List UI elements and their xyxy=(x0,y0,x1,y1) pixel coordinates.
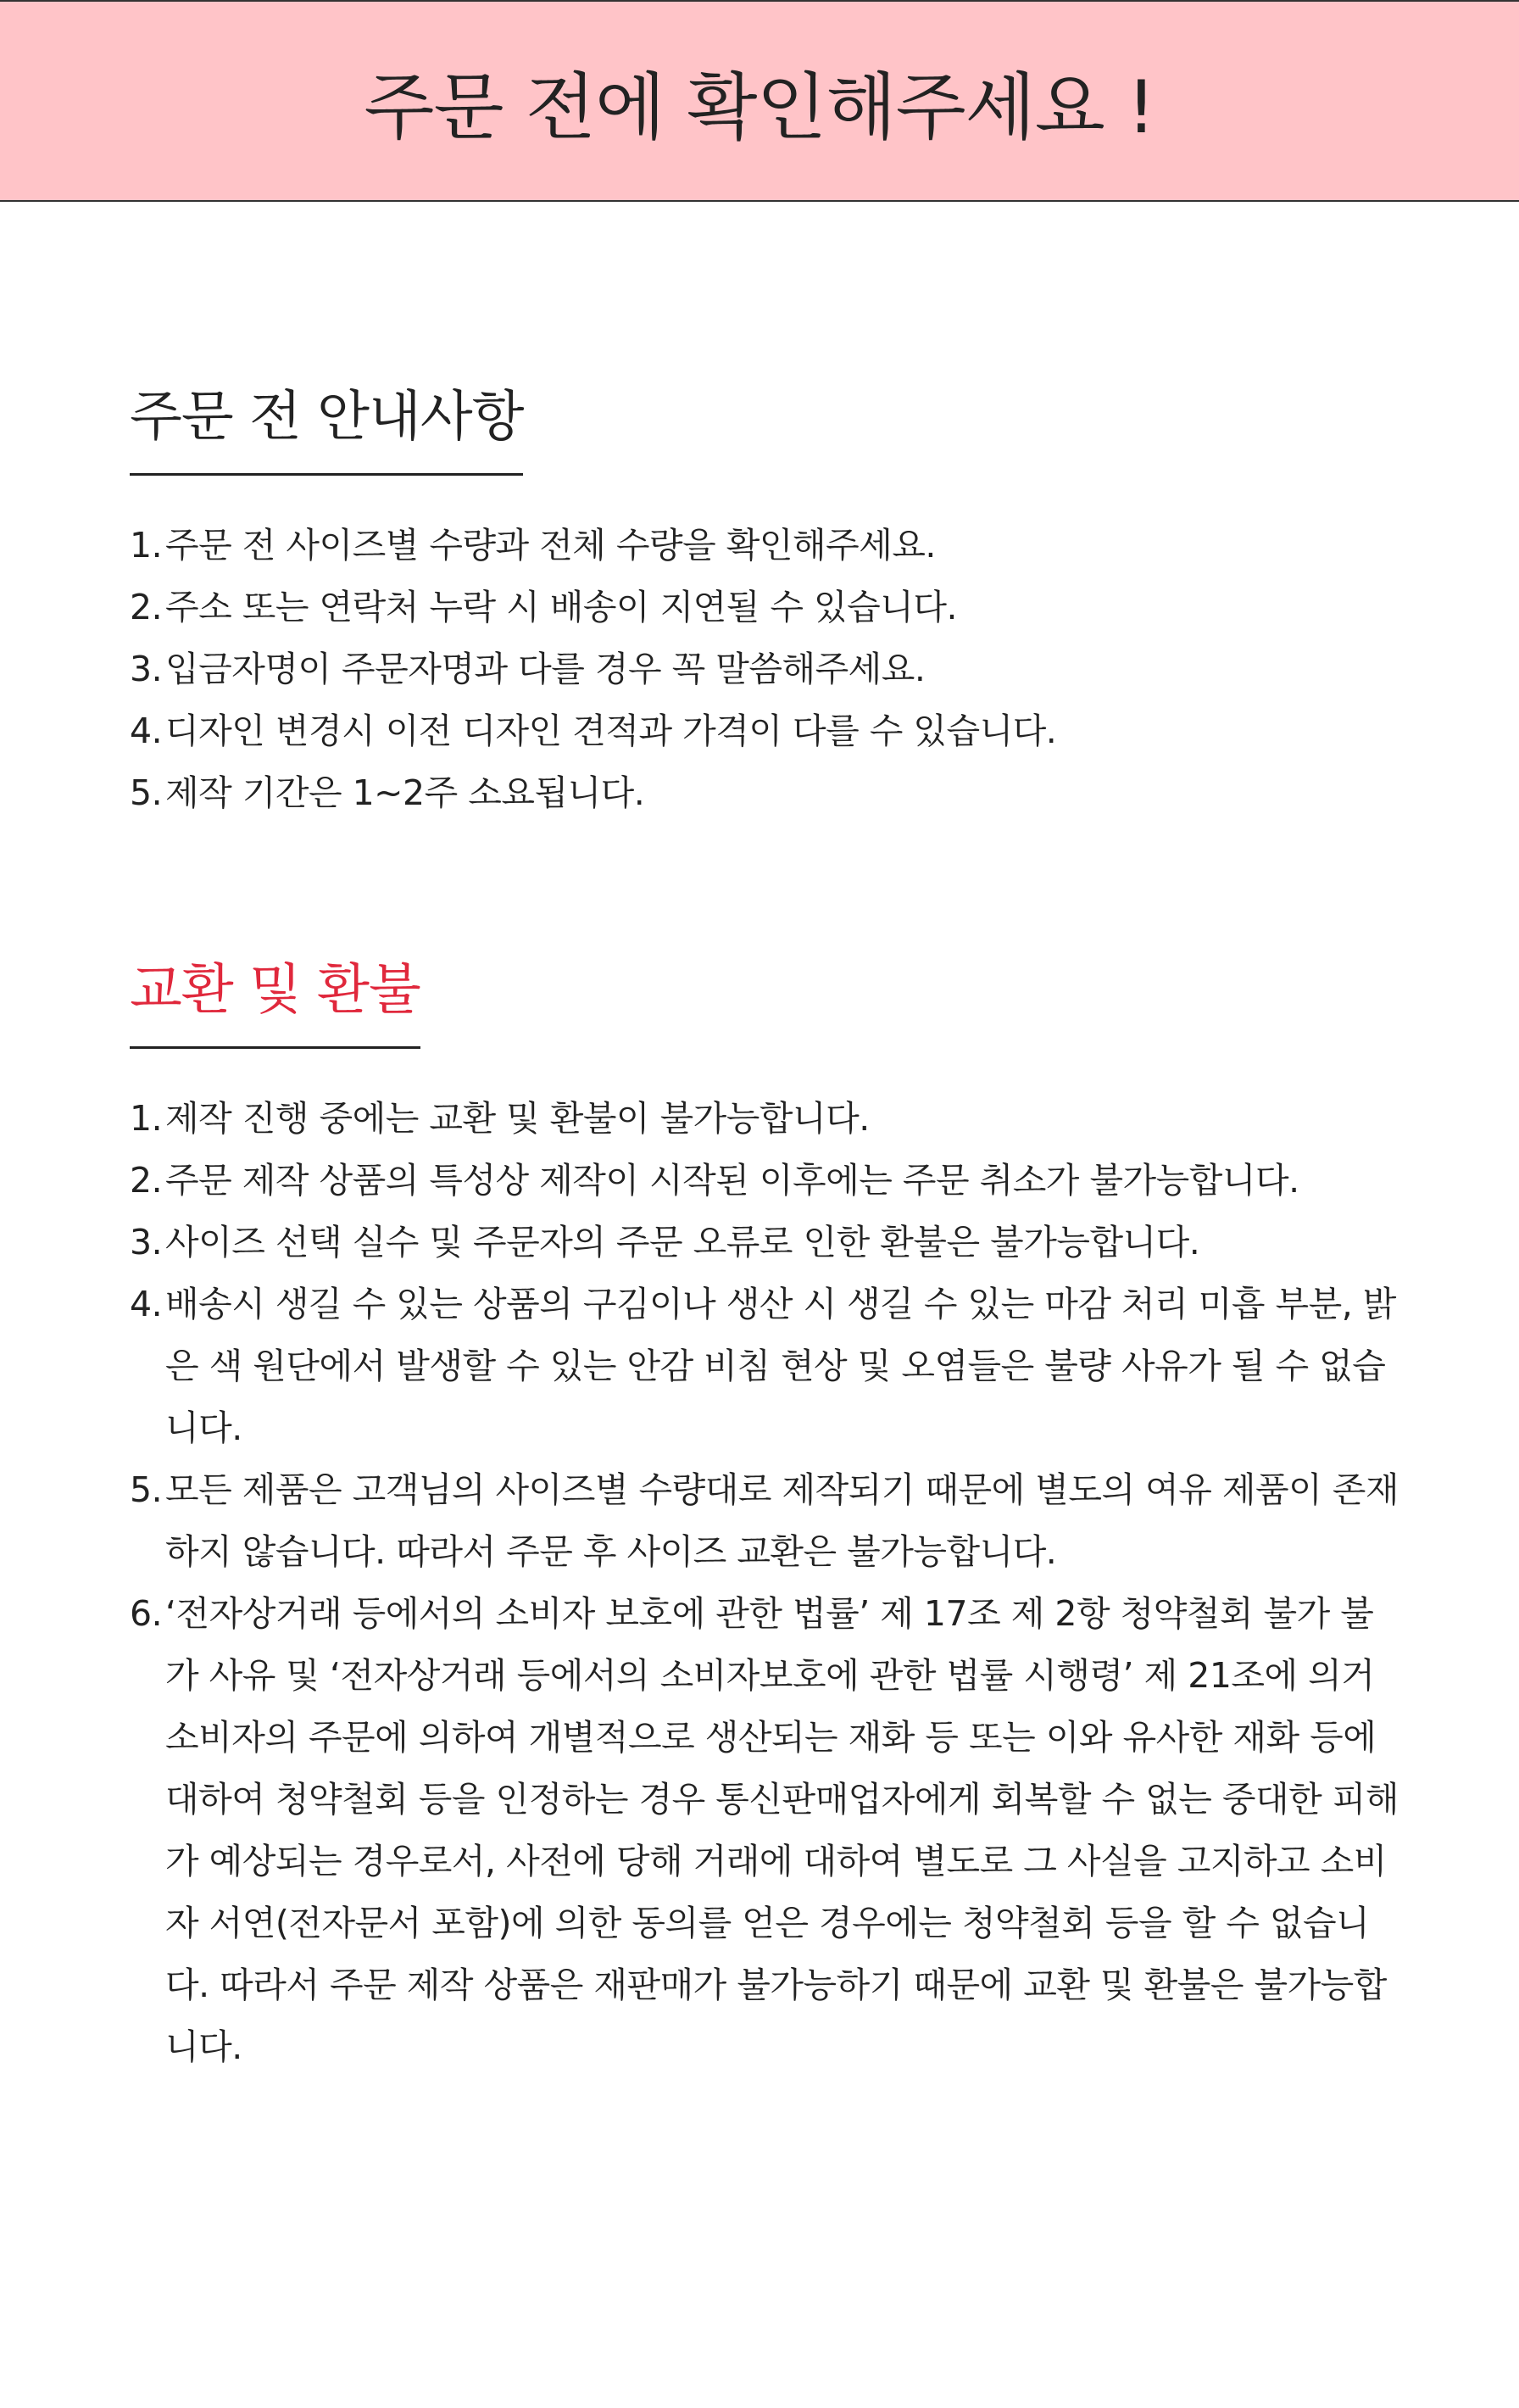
order-notice-section xyxy=(130,373,1401,824)
page-banner xyxy=(0,0,1519,202)
item-number: 4. xyxy=(130,711,163,751)
item-number: 3. xyxy=(130,1222,163,1263)
item-number: 5. xyxy=(130,772,163,813)
order-notice-heading: 주문 전 안내사항 xyxy=(130,373,523,476)
item-text: 배송시 생길 수 있는 상품의 구김이나 생산 시 생길 수 있는 마감 처리 미흡 부분, 밝은 색 원단에서 발생할 수 있는 안감 비침 현상 및 오염들은 불량 사유가 될 수 없습니다. xyxy=(165,1284,1396,1448)
item-number: 1. xyxy=(130,1098,163,1139)
item-text: 제작 기간은 1~2주 소요됩니다. xyxy=(165,772,645,813)
item-text: 사이즈 선택 실수 및 주문자의 주문 오류로 인한 환불은 불가능합니다. xyxy=(165,1222,1200,1263)
list-item xyxy=(130,1274,1401,1459)
list-item xyxy=(130,1459,1401,1583)
item-text: 주문 제작 상품의 특성상 제작이 시작된 이후에는 주문 취소가 불가능합니다. xyxy=(165,1160,1299,1201)
page-title: 주문 전에 확인해주세요 ! xyxy=(364,65,1155,150)
list-item xyxy=(130,1583,1401,2078)
item-number: 6. xyxy=(130,1593,163,1634)
item-number: 4. xyxy=(130,1284,163,1324)
item-number: 2. xyxy=(130,587,163,627)
list-item xyxy=(130,1212,1401,1274)
item-text: 제작 진행 중에는 교환 및 환불이 불가능합니다. xyxy=(165,1098,870,1139)
item-text: 디자인 변경시 이전 디자인 견적과 가격이 다를 수 있습니다. xyxy=(165,711,1057,751)
list-item xyxy=(130,1150,1401,1212)
item-number: 5. xyxy=(130,1469,163,1510)
list-item xyxy=(130,515,1401,577)
item-text: ‘전자상거래 등에서의 소비자 보호에 관한 법률’ 제 17조 제 2항 청약철회 불가 불가 사유 및 ‘전자상거래 등에서의 소비자보호에 관한 법률 시행령’ 제 21조에 의거 소비자의 주문에 의하여 개별적으로 생산되는 재화 등 또는 이와 유사한 재화 등에 대하여 청약철회 등을 인정하는 경우 통신판매업자에게 회복할 수 없는 중대한 피해가 예상되는 경우로서, 사전에 당해 거래에 대하여 별도로 그 사실을 고지하고 소비자 서연(전자문서 포함)에 의한 동의를 얻은 경우에는 청약철회 등을 할 수 없습니다. 따라서 주문 제작 상품은 재판매가 불가능하기 때문에 교환 및 환불은 불가능합니다. xyxy=(165,1593,1399,2067)
list-item xyxy=(130,700,1401,762)
list-item xyxy=(130,762,1401,824)
item-text: 주소 또는 연락처 누락 시 배송이 지연될 수 있습니다. xyxy=(165,587,958,627)
list-item xyxy=(130,1088,1401,1150)
item-number: 1. xyxy=(130,525,163,566)
list-item xyxy=(130,577,1401,638)
item-text: 모든 제품은 고객님의 사이즈별 수량대로 제작되기 때문에 별도의 여유 제품이 존재하지 않습니다. 따라서 주문 후 사이즈 교환은 불가능합니다. xyxy=(165,1469,1399,1572)
list-item xyxy=(130,638,1401,700)
item-text: 입금자명이 주문자명과 다를 경우 꼭 말씀해주세요. xyxy=(165,649,926,689)
exchange-refund-list xyxy=(130,1088,1401,2078)
item-number: 2. xyxy=(130,1160,163,1201)
exchange-refund-section xyxy=(130,946,1401,2078)
item-number: 3. xyxy=(130,649,163,689)
item-text: 주문 전 사이즈별 수량과 전체 수량을 확인해주세요. xyxy=(165,525,936,566)
exchange-refund-heading: 교환 및 환불 xyxy=(130,946,420,1049)
order-notice-list xyxy=(130,515,1401,824)
